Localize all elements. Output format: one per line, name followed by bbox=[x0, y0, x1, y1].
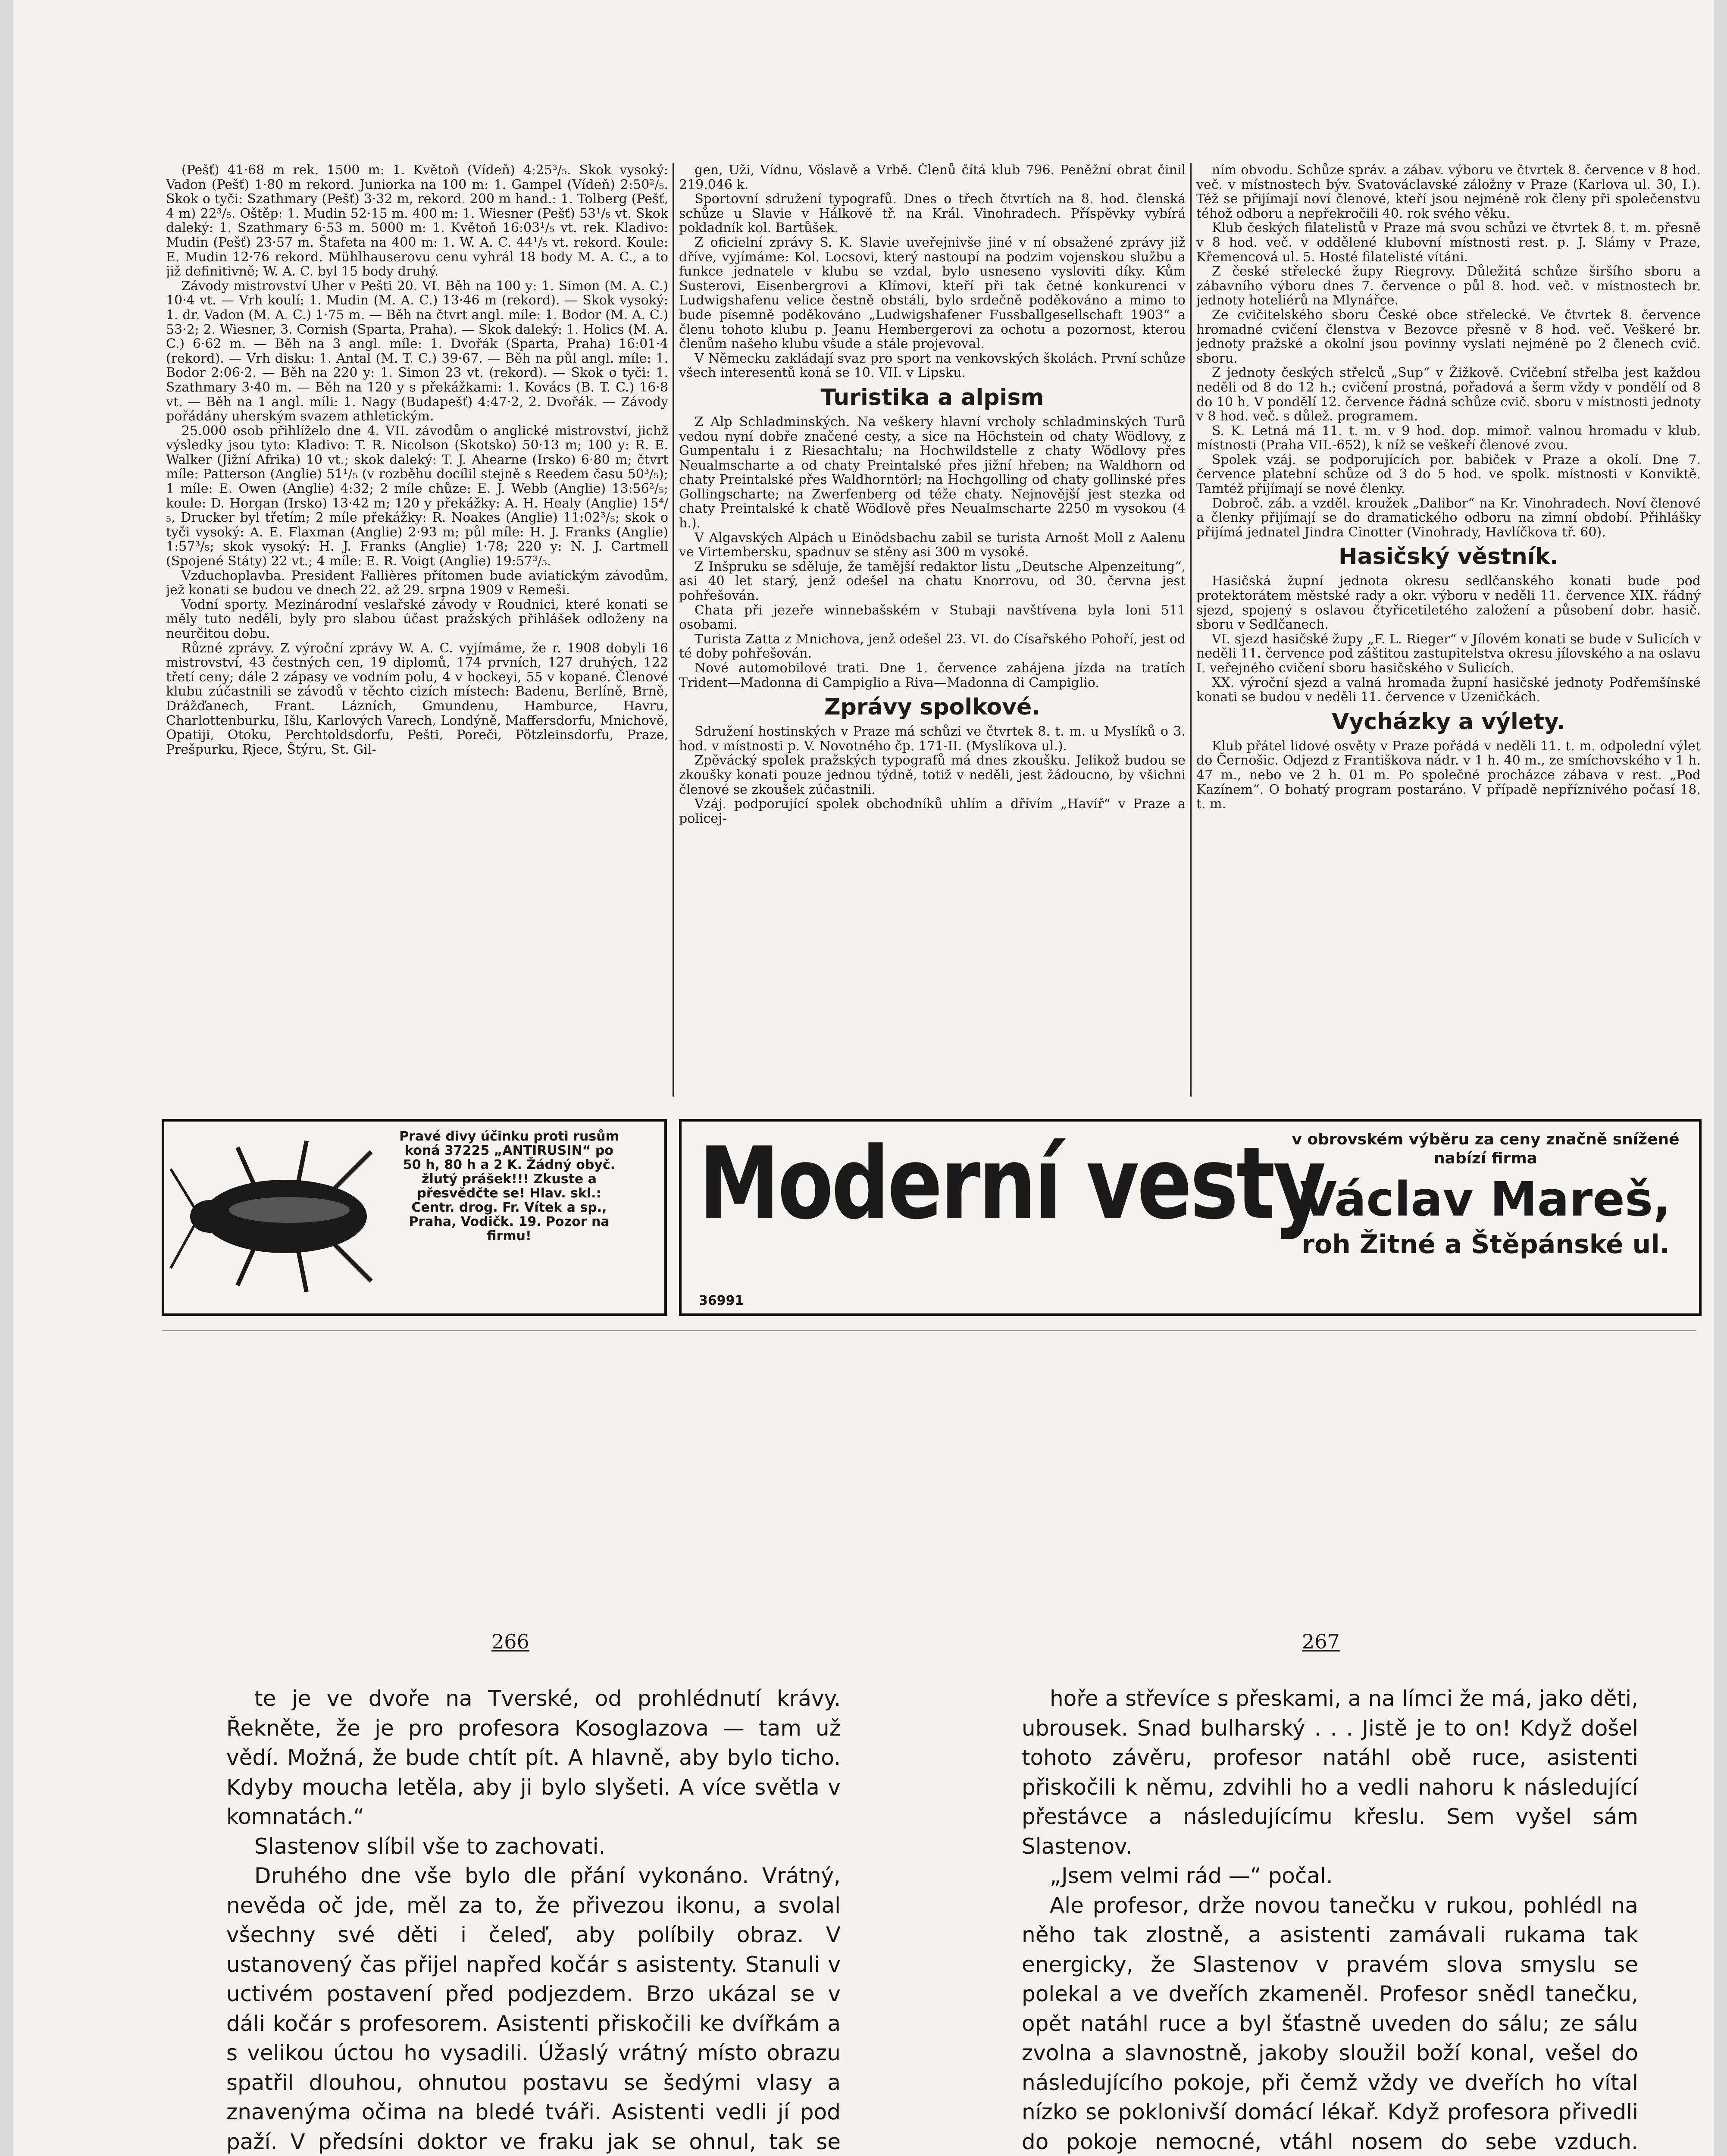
paragraph: Různé zprávy. Z výroční zprávy W. A. C. vyjímáme, že r. 1908 dobyli 16 mistrovství, 43 čestných cen, 19 diplomů, 174 prvních, 127 druhých, 122 třetí ceny; dále 2 zápasy ve vodním polu, 4 v hockeyi, 55 v kopané. Členové klubu zúčastnili se závodů v těchto cizích místech: Badenu, Berlíně, Brně, Drážďanech, Frant. Lázních, Gmundenu, Hamburce, Havru, Charlottenburku, Išlu, Karlových Varech, Londýně, Maffersdorfu, Mnichově, Opatiji, Otoku, Perchtoldsdorfu, Pešti, Poreči, Pötzleinsdorfu, Praze, Prešpurku, Rjece, Štýru, St. Gil- bbox=[166, 640, 668, 757]
paragraph: Slastenov slíbil vše to zachovati. bbox=[254, 1833, 606, 1859]
news-column-middle bbox=[679, 163, 1186, 1097]
paragraph: XX. výroční sjezd a valná hromada župní hasičské jednoty Podřemšínské konati se budou v neděli 11. července v Uzeničkách. bbox=[1196, 675, 1701, 705]
vesty-ad-address: roh Žitné a Štěpánské ul. bbox=[1302, 1229, 1670, 1260]
paragraph: V Algavských Alpách u Einödsbachu zabil se turista Arnošt Moll z Aalenu ve Virtembersku, spadnuv se stěny asi 300 m vysoké. bbox=[679, 530, 1186, 560]
newspaper-page bbox=[13, 0, 1714, 2156]
paragraph: VI. sjezd hasičské župy „F. L. Rieger“ v Jílovém konati se bude v Sulicích v neděli 11. července pod záštitou zastupitelstva okresu jílovského a na oslavu I. veřejného cvičení sboru hasičského v Sulicích. bbox=[1196, 631, 1701, 676]
paragraph: gen, Uži, Vídnu, Vöslavě a Vrbě. Členů čítá klub 796. Peněžní obrat činil 219.046 k. bbox=[679, 163, 1186, 192]
paragraph: Klub českých filatelistů v Praze má svou schůzi ve čtvrtek 8. t. m. přesně v 8 hod. več. v oddělené klubovní místnosti rest. p. J. Slámy v Praze, Křemencová ul. 5. Hosté filatelisté vítáni. bbox=[1196, 220, 1701, 265]
paragraph: Spolek vzáj. se podporujících por. babiček v Praze a okolí. Dne 7. července platební schůze od 3 do 5 hod. ve spolk. místnosti v Konviktě. Tamtéž přijímají se nové členky. bbox=[1196, 452, 1701, 497]
page-number-right: 267 bbox=[1302, 1630, 1340, 1653]
paragraph: V Německu zakládají svaz pro sport na venkovských školách. První schůze všech interesentů koná se 10. VII. v Lipsku. bbox=[679, 351, 1186, 381]
column-rule bbox=[1190, 163, 1192, 1097]
section-heading-tourism: Turistika a alpism bbox=[820, 384, 1044, 411]
paragraph: hoře a střevíce s přeskami, a na límci že má, jako děti, ubrousek. Snad bulharský . . . Jistě je to on! Když došel tohoto závěru, profesor natáhl obě ruce, asistenti přiskočili k němu, zdvihli ho a vedli nahoru k následující přestávce a následujícímu křeslu. Sem vyšel sám Slastenov. bbox=[1022, 1686, 1638, 1859]
novel-text-right bbox=[1022, 1684, 1638, 2156]
novel-text-left bbox=[226, 1684, 841, 2156]
paragraph: 25.000 osob přihlíželo dne 4. VII. závodům o anglické mistrovství, jichž výsledky jsou tyto: Kladivo: T. R. Nicolson (Skotsko) 50·13 m; 100 y: R. E. Walker (Jižní Afrika) 10 vt.; skok daleký: T. J. Ahearne (Irsko) 6·80 m; čtvrt míle: Patterson (Anglie) 51¹/₅ (v rozběhu docílil stejně s Reedem času 50³/₅); 1 míle: E. Owen (Anglie) 4:32; 2 míle chůze: E. J. Webb (Anglie) 13:56²/₅; koule: D. Horgan (Irsko) 13·42 m; 120 y překážky: A. H. Healy (Anglie) 15⁴/₅, Drucker byl třetím; 2 míle překážky: R. Noakes (Anglie) 11:02³/₅; skok o tyči vysoký: A. E. Flaxman (Anglie) 2·93 m; půl míle: H. J. Franks (Anglie) 1:57³/₅; skok vysoký: H. J. Franks (Anglie) 1·78; 220 y: N. J. Cartmell (Spojené Státy) 22 vt.; 4 míle: E. R. Voigt (Anglie) 19:57³/₅. bbox=[166, 423, 668, 569]
vesty-ad-firm-name: Václav Mareš, bbox=[1300, 1172, 1671, 1227]
paragraph: Turista Zatta z Mnichova, jenž odešel 23. VI. do Císařského Pohoří, jest od té doby pohřešován. bbox=[679, 631, 1186, 661]
vesty-advertisement bbox=[679, 1119, 1702, 1316]
vesty-ad-title: Moderní vesty bbox=[699, 1126, 1324, 1241]
paragraph: Z Alp Schladminských. Na veškery hlavní vrcholy schladminských Turů vedou nyní dobře značené cesty, a sice na Höchstein od chaty Wödlovy, z Gumpentalu i z Riesachtalu; na Hochwildstelle z chaty Wödlovy přes Neualmscharte a od chaty Preintalské přes jižní hřeben; na Waldhorn od chaty Preintalské přes Waldhorntörl; na Hochgolling od chaty gollinské přes Gollingscharte; na Zwerfenberg od téže chaty. Nejnovější jest stezka od chaty Preintalské k chatě Wödlově přes Neualmscharte 2250 m vysokou (4 h.). bbox=[679, 414, 1186, 531]
paragraph: „Jsem velmi rád —“ počal. bbox=[1050, 1863, 1333, 1888]
paragraph: ním obvodu. Schůze správ. a zábav. výboru ve čtvrtek 8. července v 8 hod. več. v místnostech býv. Svatováclavské záložny v Praze (Karlova ul. 30, I.). Též se přijímají noví členové, kteří jsou nejméně rok členy při společenstvu téhož odboru a nepřekročili 40. rok svého věku. bbox=[1196, 163, 1701, 221]
paragraph: Vodní sporty. Mezinárodní veslařské závody v Roudnici, které konati se měly tuto neděli, byly pro slabou účast pražských přihlášek odloženy na neurčitou dobu. bbox=[166, 597, 668, 641]
paragraph: Hasičská župní jednota okresu sedlčanského konati bude pod protektorátem městské rady a okr. výboru v neděli 11. července XIX. řádný sjezd, spojený s oslavou čtyřicetiletého založení a působení dobr. hasič. sboru v Sedlčanech. bbox=[1196, 573, 1701, 633]
paragraph: Chata při jezeře winnebašském v Stubaji navštívena byla loni 511 osobami. bbox=[679, 602, 1186, 633]
paragraph: Klub přátel lidové osvěty v Praze pořádá v neděli 11. t. m. odpolední výlet do Černošic. Odjezd z Františkova nádr. v 1 h. 40 m., ze smíchovského v 1 h. 47 m., nebo ve 2 h. 01 m. Po společné procházce zábava v rest. „Pod Kazínem“. O bohatý program postaráno. V případě nepříznivého počasí 18. t. m. bbox=[1196, 738, 1701, 812]
paragraph: Zpěvácký spolek pražských typografů má dnes zkoušku. Jelikož budou se zkoušky konati pouze jednou týdně, totiž v neděli, jest žádoucno, by všichni členové se zkoušek zúčastnili. bbox=[679, 753, 1186, 797]
vesty-ad-offer: v obrovském výběru za ceny značně snížené nabízí firma bbox=[1292, 1131, 1680, 1167]
paragraph: Ze cvičitelského sboru České obce střelecké. Ve čtvrtek 8. července hromadné cvičení členstva v Bezovce přesně v 8 hod. več. Veškeré br. jednoty pražské a okolní jsou povinny vyslati nejméně po 2 členech cvič. sboru. bbox=[1196, 307, 1701, 366]
paragraph: Sportovní sdružení typografů. Dnes o třech čtvrtích na 8. hod. členská schůze u Slavie v Hálkově tř. na Král. Vinohradech. Příspěvky vybírá pokladník kol. Bartůšek. bbox=[679, 191, 1186, 236]
paragraph: Sdružení hostinských v Praze má schůzi ve čtvrtek 8. t. m. u Myslíků o 3. hod. v místnosti p. V. Novotného čp. 171-II. (Myslíkova ul.). bbox=[679, 724, 1186, 754]
news-column-right bbox=[1196, 163, 1701, 1097]
paragraph: Druhého dne vše bylo dle přání vykonáno. Vrátný, nevěda oč jde, měl za to, že přivezou ikonu, a svolal všechny své děti i čeleď, aby políbily obraz. V ustanovený čas přijel napřed kočár s asistenty. Stanuli v uctivém postavení před podjezdem. Brzo ukázal se v dáli kočár s profesorem. Asistenti přiskočili ke dvířkám a s velikou úctou ho vysadili. Úžaslý vrátný místo obrazu spatřil dlouhou, ohnutou postavu se šedými vlasy a znavenýma očima na bledé tváři. Asistenti vedli jí pod paží. V předsíni doktor ve fraku jak se ohnul, tak se bbox=[226, 1863, 841, 2154]
section-heading-associations: Zprávy spolkové. bbox=[824, 694, 1041, 721]
section-heading-firefighters: Hasičský věstník. bbox=[1339, 544, 1558, 570]
page-number-left: 266 bbox=[491, 1630, 529, 1653]
paragraph: Z jednoty českých střelců „Sup“ v Žižkově. Cvičební střelba jest každou neděli od 8 do 12 h.; cvičení prostná, pořadová a šerm vždy v pondělí od 8 do 10 h. V pondělí 12. července řádná schůze cvič. sboru v místnosti jednoty v 8 hod. več. s důlež. programem. bbox=[1196, 365, 1701, 424]
paragraph: Závody mistrovství Uher v Pešti 20. VI. Běh na 100 y: 1. Simon (M. A. C.) 10·4 vt. — Vrh koulí: 1. Mudin (M. A. C.) 13·46 m (rekord). — Skok vysoký: 1. dr. Vadon (M. A. C.) 1·75 m. — Běh na čtvrt angl. míle: 1. Bodor (M. A. C.) 53·2; 2. Wiesner, 3. Cornish (Sparta, Praha). — Skok daleký: 1. Holics (M. A. C.) 6·62 m. — Běh na 3 angl. míle: 1. Dvořák (Sparta, Praha) 16:01·4 (rekord). — Vrh disku: 1. Antal (M. T. C.) 39·67. — Běh na půl angl. míle: 1. Bodor 2:06·2. — Běh na 220 y: 1. Simon 23 vt. (rekord). — Skok o tyči: 1. Szathmary 3·40 m. — Běh na 120 y s překážkami: 1. Kovács (B. T. C.) 16·8 vt. — Běh na 1 angl. míli: 1. Nagy (Budapešť) 4:47·2, 2. Dvořák. — Závody pořádány uherským svazem athletickým. bbox=[166, 278, 668, 424]
paragraph: Z Inšpruku se sděluje, že tamější redaktor listu „Deutsche Alpenzeitung“, asi 40 let starý, jenž odešel na chatu Knorrovu, od 30. června jest pohřešován. bbox=[679, 559, 1186, 604]
antirusin-advertisement bbox=[162, 1119, 667, 1316]
antirusin-ad-text: Pravé divy účinku proti rusům koná 37225 „ANTIRUSIN“ po 50 h, 80 h a 2 K. Žádný obyč. žlutý prášek!!! Zkuste a přesvědčte se! Hlav. skl.: Centr. drog. Fr. Vítek a sp., Praha, Vodičk. 19. Pozor na firmu! bbox=[399, 1129, 619, 1244]
page-divider bbox=[162, 1330, 1696, 1331]
paragraph: Z české střelecké župy Riegrovy. Důležitá schůze širšího sboru a zábavního výboru dnes 7. července o půl 8. hod. več. v místnostech br. jednoty hoteliérů na Mlynářce. bbox=[1196, 264, 1701, 308]
paragraph: S. K. Letná má 11. t. m. v 9 hod. dop. mimoř. valnou hromadu v klub. místnosti (Praha VII.-652), k níž se veškeří členové zvou. bbox=[1196, 423, 1701, 453]
paragraph: Ale profesor, drže novou tanečku v rukou, pohlédl na něho tak zlostně, a asistenti zamávali rukama tak energicky, že Slastenov v pravém slova smyslu se polekal a ve dveřích zkameněl. Profesor snědl tanečku, opět natáhl ruce a byl šťastně uveden do sálu; ze sálu zvolna a slavnostně, jakoby sloužil boží konal, vešel do následujícího pokoje, při čemž vždy ve dveřích ho vítal nízko se poklonivší domácí lékař. Když profesora přivedli do pokoje nemocné, vtáhl nosem do sebe vzduch. bbox=[1022, 1893, 1638, 2154]
paragraph: Dobroč. záb. a vzděl. kroužek „Dalibor“ na Kr. Vinohradech. Noví členové a členky přijímají se do dramatického odboru na zimní období. Přihlášky přijímá jednatel Jindra Cinotter (Vinohrady, Havlíčkova tř. 60). bbox=[1196, 495, 1701, 540]
paragraph: Vzáj. podporující spolek obchodníků uhlím a dřívím „Havíř“ v Praze a policej- bbox=[679, 796, 1186, 826]
news-column-sport bbox=[166, 163, 668, 1097]
paragraph: Nové automobilové trati. Dne 1. července zahájena jízda na tratích Trident—Madonna di Campiglio a Riva—Madonna di Campiglio. bbox=[679, 661, 1186, 690]
section-heading-trips: Vycházky a výlety. bbox=[1332, 708, 1565, 735]
column-rule bbox=[673, 163, 674, 1097]
vesty-ad-code: 36991 bbox=[699, 1293, 744, 1308]
cockroach-icon bbox=[169, 1130, 393, 1303]
paragraph: Z oficielní zprávy S. K. Slavie uveřejnivše jiné v ní obsažené zprávy již dříve, vyjímáme: Kol. Locsovi, který nastoupí na podzim vojenskou službu a funkce jednatele v klubu se vzdal, bylo usneseno vysloviti díky. Kům Susterovi, Eisenbergrovi a Klímovi, kteří při tak četné konkurenci v Ludwigshafenu velice čestně obstáli, bylo srdečně poděkováno a mimo to bude písemně poděkováno „Ludwigshafener Fussballgesellschaft 1903“ a členu tohoto klubu p. Jeanu Hembergerovi za ochotu a pozornost, kterou členům našeho klubu všude a stále projevoval. bbox=[679, 235, 1186, 352]
paragraph: Vzduchoplavba. President Fallières přítomen bude aviatickým závodům, jež konati se budou ve dnech 22. až 29. srpna 1909 v Remeši. bbox=[166, 568, 668, 598]
paragraph: te je ve dvoře na Tverské, od prohlédnutí krávy. Řekněte, že je pro profesora Kosoglazova — tam už vědí. Možná, že bude chtít pít. A hlavně, aby bylo ticho. Kdyby moucha letěla, aby ji bylo slyšeti. A více světla v komnatách.“ bbox=[226, 1686, 841, 1829]
paragraph: (Pešť) 41·68 m rek. 1500 m: 1. Květoň (Vídeň) 4:25³/₅. Skok vysoký: Vadon (Pešť) 1·80 m rekord. Juniorka na 100 m: 1. Gampel (Vídeň) 2:50²/₅. Skok o tyči: Szathmary (Pešť) 3·32 m, rekord. 200 m hand.: 1. Tolberg (Pešť, 4 m) 22³/₅. Oštěp: 1. Mudin 52·15 m. 400 m: 1. Wiesner (Pešť) 53¹/₅ vt. Skok daleký: 1. Szathmary 6·53 m. 5000 m: 1. Květoň 16:03¹/₅ vt. rek. Kladivo: Mudin (Pešť) 23·57 m. Štafeta na 400 m: 1. W. A. C. 44¹/₅ vt. rekord. Koule: E. Mudin 12·76 rekord. Mühlhauserovu cenu vyhrál 18 body M. A. C., a to již definitivně; W. A. C. byl 15 body druhý. bbox=[166, 163, 668, 279]
